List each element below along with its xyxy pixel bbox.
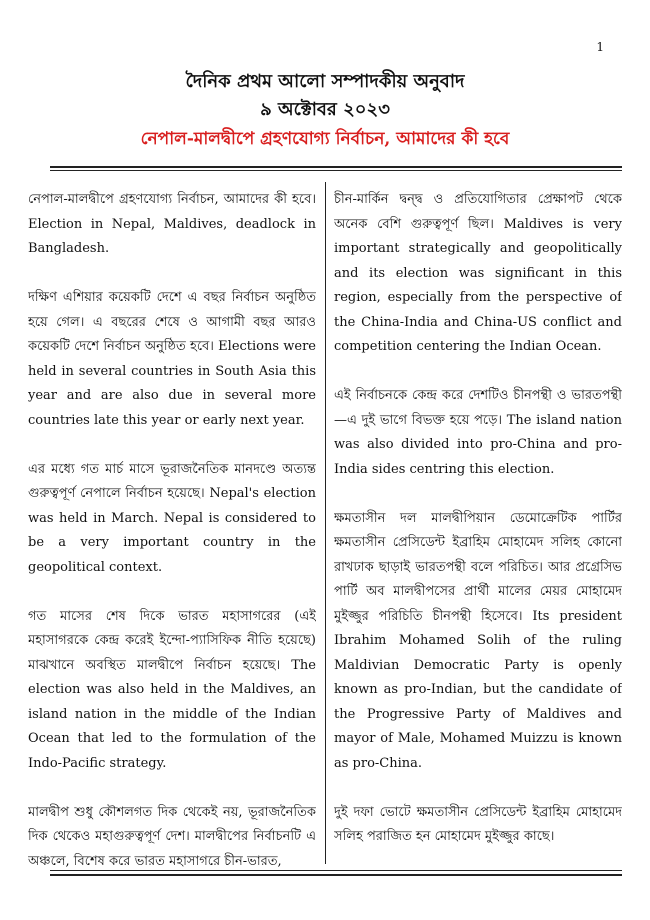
right-column (334, 188, 622, 868)
paragraph: মালদ্বীপ শুধু কৌশলগত দিক থেকেই নয়, ভূরাজনৈতিক দিক থেকেও মহাগুরুত্বপূর্ণ দেশ। মালদ্বীপের নির্বাচনটি এ অঞ্চলে, বিশেষ করে ভারত মহাসাগরে চীন-ভারত, (28, 804, 316, 868)
paragraph: ক্ষমতাসীন দল মালদ্বীপিয়ান ডেমোক্রেটিক পার্টির ক্ষমতাসীন প্রেসিডেন্ট ইব্রাহিম মোহামেদ সলিহ কোনো রাখঢাক ছাড়াই ভারতপন্থী বলে পরিচিত। আর প্রগ্রেসিভ পার্টি অব মালদ্বীপসের প্রার্থী মালের মেয়র মোহামেদ মুইজ্জুর পরিচিতি চীনপন্থী হিসেবে। Its president Ibrahim Mohamed Solih of the ruling Maldivian Democratic Party is openly known as pro-Indian, but the candidate of the Progressive Party of Maldives and mayor of Male, Mohamed Muizzu is known as pro-China. (334, 510, 622, 771)
page-number: 1 (596, 40, 604, 54)
document-header (0, 68, 650, 154)
footer-rule-thick (50, 874, 622, 876)
header-rule-thin (50, 170, 622, 171)
left-column (28, 188, 316, 868)
paragraph: দুই দফা ভোটে ক্ষমতাসীন প্রেসিডেন্ট ইব্রাহিম মোহামেদ সলিহ পরাজিত হন মোহামেদ মুইজ্জুর কাছে। (334, 804, 622, 844)
header-rule-thick (50, 166, 622, 168)
column-divider (325, 182, 326, 864)
paragraph: এই নির্বাচনকে কেন্দ্র করে দেশটিও চীনপন্থী ও ভারতপন্থী—এ দুই ভাগে বিভক্ত হয়ে পড়ে। The island nation was also divided into pro-China and pro-India sides centring this election. (334, 388, 622, 477)
paragraph: গত মাসের শেষ দিকে ভারত মহাসাগরের (এই মহাসাগরকে কেন্দ্র করেই ইন্দো-প্যাসিফিক নীতি হয়েছে) মাঝখানে অবস্থিত মালদ্বীপে নির্বাচন হয়েছে। The election was also held in the Maldives, an island nation in the middle of the Indian Ocean that led to the formulation of the Indo-Pacific strategy. (28, 608, 316, 771)
paragraph: দক্ষিণ এশিয়ার কয়েকটি দেশে এ বছর নির্বাচন অনুষ্ঠিত হয়ে গেল। এ বছরের শেষে ও আগামী বছর আরও কয়েকটি দেশে নির্বাচন অনুষ্ঠিত হবে। Elections were held in several countries in South Asia this year and are also due in several more countries late this year or early next year. (28, 290, 316, 428)
document-date: ৯ অক্টোবর ২০২৩ (260, 99, 390, 120)
document-title: দৈনিক প্রথম আলো সম্পাদকীয় অনুবাদ (185, 71, 465, 92)
footer-rule-thin (50, 870, 622, 871)
paragraph: নেপাল-মালদ্বীপে গ্রহণযোগ্য নির্বাচন, আমাদের কী হবে। Election in Nepal, Maldives, deadlock in Bangladesh. (28, 192, 316, 256)
paragraph: চীন-মার্কিন দ্বন্দ্ব ও প্রতিযোগিতার প্রেক্ষাপট থেকে অনেক বেশি গুরুত্বপূর্ণ ছিল। Maldives is very important strategically and geopolitically and its election was significant in this region, especially from the perspective of the China-India and China-US conflict and competition centering the Indian Ocean. (334, 192, 622, 354)
article-headline: নেপাল-মালদ্বীপে গ্রহণযোগ্য নির্বাচন, আমাদের কী হবে (140, 129, 510, 149)
paragraph: এর মধ্যে গত মার্চ মাসে ভূরাজনৈতিক মানদণ্ডে অত্যন্ত গুরুত্বপূর্ণ নেপালে নির্বাচন হয়েছে। Nepal's election was held in March. Nepal is considered to be a very important country in the geopolitical context. (28, 461, 316, 575)
